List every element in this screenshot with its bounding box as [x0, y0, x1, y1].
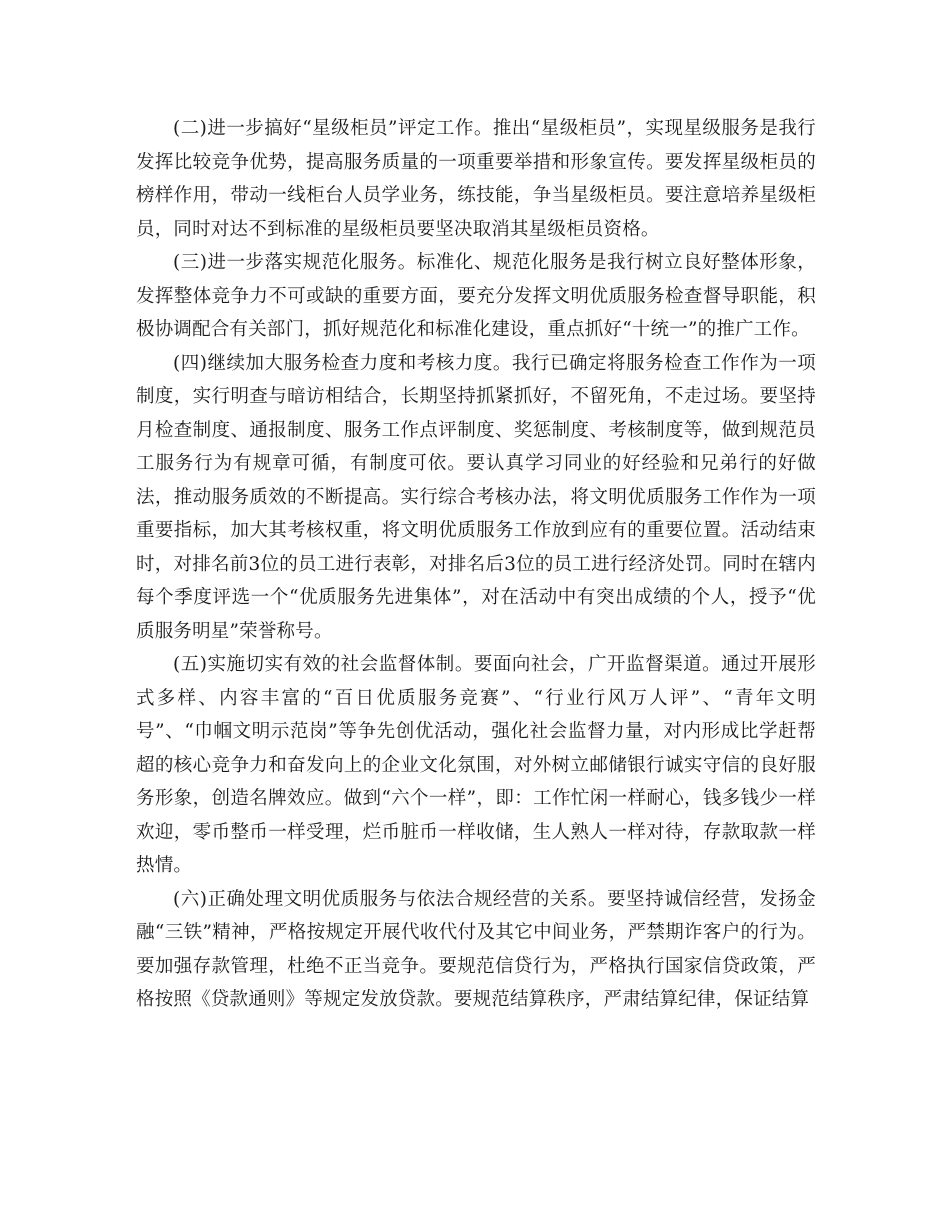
document-body: [136, 112, 816, 1017]
paragraph-standardized-service: (三)进一步落实规范化服务。标准化、规范化服务是我行树立良好整体形象，发挥整体竞争力不可或缺的重要方面，要充分发挥文明优质服务检查督导职能，积极协调配合有关部门，抓好规范化和标准化建设，重点抓好“十统一”的推广工作。: [136, 252, 816, 340]
paragraph-star-teller: (二)进一步搞好“星级柜员”评定工作。推出“星级柜员”，实现星级服务是我行发挥比较竞争优势，提高服务质量的一项重要举措和形象宣传。要发挥星级柜员的榜样作用，带动一线柜台人员学业务，练技能，争当星级柜员。要注意培养星级柜员，同时对达不到标准的星级柜员要坚决取消其星级柜员资格。: [136, 118, 816, 240]
paragraph-compliance-operation: (六)正确处理文明优质服务与依法合规经营的关系。要坚持诚信经营，发扬金融“三铁”精神，严格按规定开展代收代付及其它中间业务，严禁期诈客户的行为。要加强存款管理，杜绝不正当竞争。要规范信贷行为，严格执行国家信贷政策，严格按照《贷款通则》等规定发放贷款。要规范结算秩序，严肃结算纪律，保证结算: [136, 888, 816, 1010]
paragraph-inspection-assessment: (四)继续加大服务检查力度和考核力度。我行已确定将服务检查工作作为一项制度，实行明查与暗访相结合，长期坚持抓紧抓好，不留死角，不走过场。要坚持月检查制度、通报制度、服务工作点评制度、奖惩制度、考核制度等，做到规范员工服务行为有规章可循，有制度可依。要认真学习同业的好经验和兄弟行的好做法，推动服务质效的不断提高。实行综合考核办法，将文明优质服务工作作为一项重要指标，加大其考核权重，将文明优质服务工作放到应有的重要位置。活动结束时，对排名前3位的员工进行表彰，对排名后3位的员工进行经济处罚。同时在辖内每个季度评选一个“优质服务先进集体”，对在活动中有突出成绩的个人，授予“优质服务明星”荣誉称号。: [136, 352, 816, 642]
paragraph-social-supervision: (五)实施切实有效的社会监督体制。要面向社会，广开监督渠道。通过开展形式多样、内容丰富的“百日优质服务竞赛”、“行业行风万人评”、“青年文明号”、“巾帼文明示范岗”等争先创优活动，强化社会监督力量，对内形成比学赶帮超的核心竞争力和奋发向上的企业文化氛围，对外树立邮储银行诚实守信的良好服务形象，创造名牌效应。做到“六个一样”，即：工作忙闲一样耐心，钱多钱少一样欢迎，零币整币一样受理，烂币脏币一样收储，生人熟人一样对待，存款取款一样热情。: [136, 654, 816, 876]
